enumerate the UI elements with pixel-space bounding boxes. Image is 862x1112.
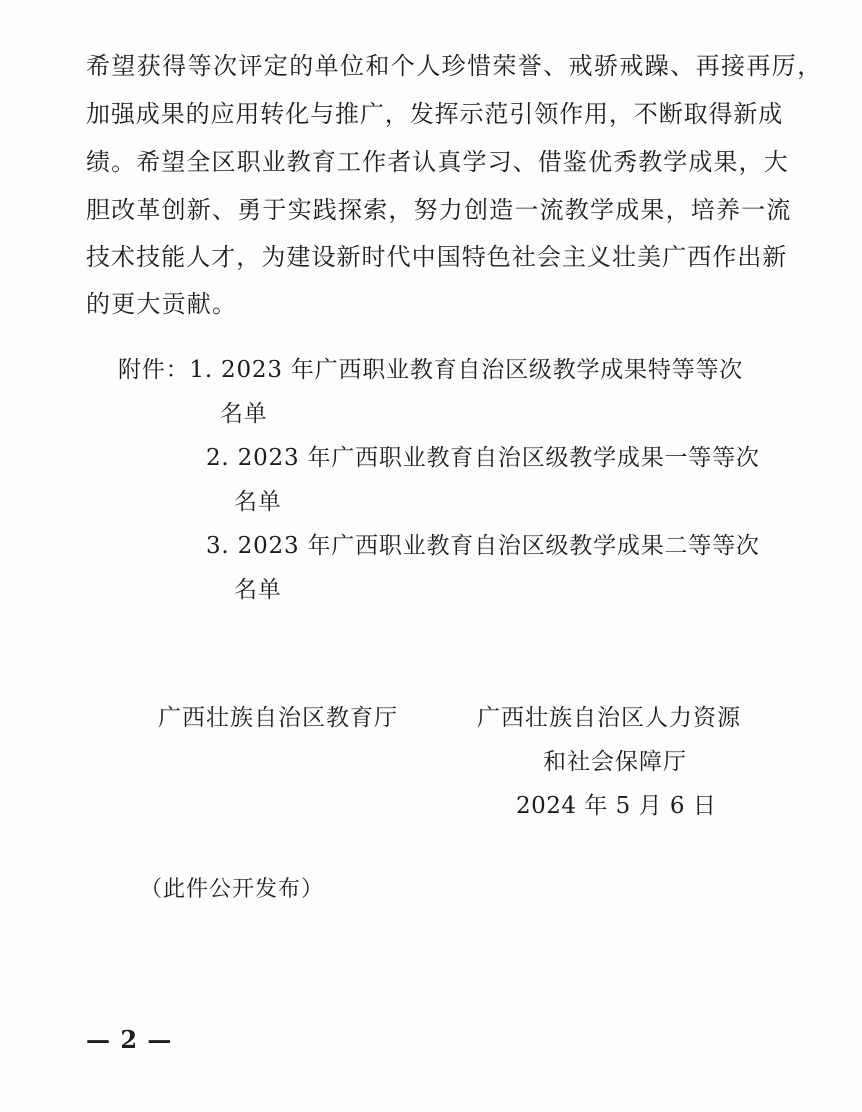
body-line-4: 胆改革创新、勇于实践探索，努力创造一流教学成果，培养一流	[86, 196, 792, 224]
attachment-3: 3. 2023 年广西职业教育自治区级教学成果二等等次	[206, 533, 760, 559]
body-line-5: 技术技能人才，为建设新时代中国特色社会主义壮美广西作出新	[86, 243, 788, 271]
page-number: — 2 —	[86, 1025, 173, 1054]
signatory-education-department: 广西壮族自治区教育厅	[158, 705, 398, 731]
signatory-hr-department-line-2: 和社会保障厅	[543, 749, 687, 775]
body-line-6: 的更大贡献。	[86, 290, 238, 318]
publication-note: （此件公开发布）	[140, 877, 325, 902]
signatory-hr-department-line-1: 广西壮族自治区人力资源	[477, 705, 741, 731]
attachment-3-continuation: 名单	[234, 577, 282, 603]
body-line-1: 希望获得等次评定的单位和个人珍惜荣誉、戒骄戒躁、再接再厉，	[86, 52, 823, 80]
attachment-2: 2. 2023 年广西职业教育自治区级教学成果一等等次	[206, 445, 760, 471]
attachment-2-continuation: 名单	[234, 489, 282, 515]
issue-date: 2024 年 5 月 6 日	[516, 793, 717, 819]
body-line-3: 绩。希望全区职业教育工作者认真学习、借鉴优秀教学成果，大	[86, 148, 789, 176]
body-line-2: 加强成果的应用转化与推广，发挥示范引领作用，不断取得新成	[86, 100, 784, 128]
attachment-1-continuation: 名单	[220, 401, 268, 427]
attachment-1: 附件：1. 2023 年广西职业教育自治区级教学成果特等等次	[118, 357, 744, 383]
